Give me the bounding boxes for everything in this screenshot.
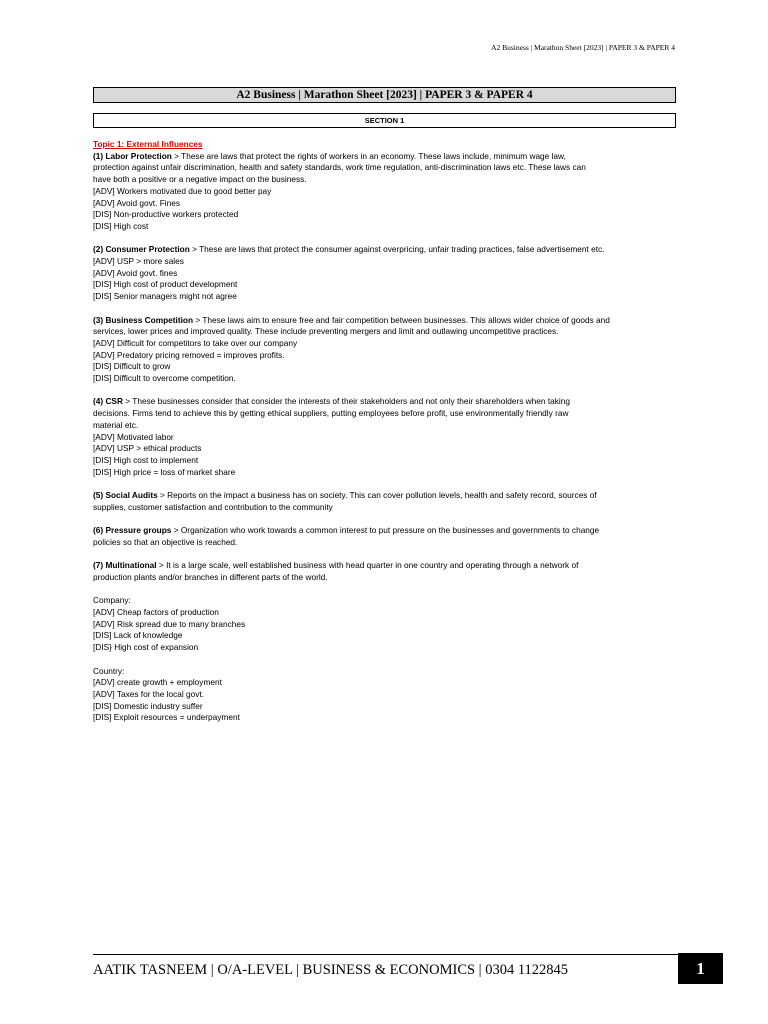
list-item: [ADV] Workers motivated due to good better pay: [93, 185, 272, 196]
list-item: [DIS] Domestic industry suffer: [93, 700, 203, 711]
content-body: [93, 139, 676, 724]
spacer: [93, 584, 676, 596]
paragraph-lead: (4) CSR: [93, 396, 123, 407]
paragraph-social-audits: [93, 490, 676, 513]
list-item: [ADV] Avoid govt. Fines: [93, 197, 181, 208]
country-list: [93, 666, 676, 725]
paragraph-business-competition: [93, 315, 676, 385]
paragraph-first-line: [93, 525, 676, 537]
list-item: [ADV] Predatory pricing removed = improves profits.: [93, 349, 285, 360]
list-item: [ADV] Taxes for the local govt.: [93, 688, 204, 699]
footer-divider: [93, 954, 681, 955]
paragraph-consumer-protection: [93, 244, 676, 303]
spacer: [93, 303, 676, 315]
paragraph-line: material etc.: [93, 419, 139, 430]
paragraph-line: protection against unfair discrimination, health and safety standards, work time regulation, anti-discrimination laws etc. These laws can: [93, 162, 586, 173]
paragraph-text: > These are laws that protect the consumer against overpricing, unfair trading practices, false advertisement etc.: [189, 244, 605, 255]
paragraph-lead: (5) Social Audits: [93, 490, 158, 501]
list-item: [DIS] Exploit resources = underpayment: [93, 712, 240, 723]
running-header: A2 Business | Marathon Sheet [2023] | PAPER 3 & PAPER 4: [491, 43, 675, 52]
paragraph-text: > These are laws that protect the rights of workers in an economy. These laws include, minimum wage law,: [171, 150, 566, 161]
list-item: [ADV] Cheap factors of production: [93, 607, 219, 618]
list-item: [ADV] create growth + employment: [93, 677, 222, 688]
paragraph-first-line: [93, 244, 676, 256]
spacer: [93, 549, 676, 561]
paragraph-line: policies so that an objective is reached.: [93, 536, 238, 547]
list-item: [ADV] Difficult for competitors to take over our company: [93, 337, 298, 348]
paragraph-text: > These laws aim to ensure free and fair competition between businesses. This allows wider choice of goods and: [193, 314, 610, 325]
list-item: [ADV] USP > more sales: [93, 256, 184, 267]
paragraph-line: supplies, customer satisfaction and contribution to the community: [93, 501, 333, 512]
spacer: [93, 385, 676, 397]
company-label: Company:: [93, 595, 131, 606]
paragraph-line: have both a positive or a negative impact on the business.: [93, 174, 307, 185]
paragraph-csr: [93, 396, 676, 478]
paragraph-text: > Organization who work towards a common interest to put pressure on the businesses and governments to change: [171, 525, 600, 536]
list-item: [DIS] High price = loss of market share: [93, 466, 236, 477]
spacer: [93, 513, 676, 525]
list-item: [DIS] High cost to implement: [93, 454, 199, 465]
list-item: [ADV] Risk spread due to many branches: [93, 618, 246, 629]
spacer: [93, 233, 676, 245]
paragraph-first-line: [93, 396, 676, 408]
document-title: A2 Business | Marathon Sheet [2023] | PAPER 3 & PAPER 4: [93, 87, 676, 103]
paragraph-labor-protection: [93, 151, 676, 233]
paragraph-first-line: [93, 560, 676, 572]
paragraph-text: > Reports on the impact a business has on society. This can cover pollution levels, health and safety record, sources of: [157, 490, 597, 501]
footer-text: AATIK TASNEEM | O/A-LEVEL | BUSINESS & ECONOMICS | 0304 1122845: [93, 962, 569, 978]
list-item: [DIS] Senior managers might not agree: [93, 291, 237, 302]
list-item: [DIS] Non-productive workers protected: [93, 209, 239, 220]
paragraph-line: production plants and/or branches in different parts of the world.: [93, 571, 328, 582]
paragraph-line: decisions. Firms tend to achieve this by getting ethical suppliers, putting employees before profit, use environmentally friendly raw: [93, 408, 569, 419]
list-item: [DIS] Difficult to grow: [93, 361, 171, 372]
paragraph-lead: (7) Multinational: [93, 560, 157, 571]
company-list: [93, 595, 676, 654]
list-item: [DIS] High cost: [93, 220, 149, 231]
paragraph-line: services, lower prices and improved quality. These include preventing mergers and limit and outlawing uncompetitive practices.: [93, 326, 559, 337]
list-item: [ADV] Motivated labor: [93, 431, 174, 442]
paragraph-multinational: [93, 560, 676, 583]
paragraph-lead: (6) Pressure groups: [93, 525, 172, 536]
topic-heading: Topic 1: External Influences: [93, 139, 203, 149]
paragraph-first-line: [93, 315, 676, 327]
list-item: [DIS] Difficult to overcome competition.: [93, 373, 236, 384]
list-item: [DIS] High cost of product development: [93, 279, 238, 290]
spacer: [93, 478, 676, 490]
paragraph-text: > These businesses consider that consider the interests of their stakeholders and not only their shareholders when taking: [122, 396, 570, 407]
list-item: [ADV] Avoid govt. fines: [93, 267, 178, 278]
paragraph-text: > It is a large scale, well established business with head quarter in one country and operating through a network of: [156, 560, 579, 571]
paragraph-lead: (1) Labor Protection: [93, 150, 172, 161]
paragraph-lead: (2) Consumer Protection: [93, 244, 190, 255]
section-heading: SECTION 1: [93, 113, 676, 128]
country-label: Country:: [93, 665, 125, 676]
list-item: [ADV] USP > ethical products: [93, 443, 202, 454]
paragraph-pressure-groups: [93, 525, 676, 548]
paragraph-lead: (3) Business Competition: [93, 314, 194, 325]
list-item: [DIS} High cost of expansion: [93, 642, 199, 653]
paragraph-first-line: [93, 151, 676, 163]
list-item: [DIS] Lack of knowledge: [93, 630, 183, 641]
page-number: 1: [678, 953, 723, 984]
spacer: [93, 654, 676, 666]
paragraph-first-line: [93, 490, 676, 502]
